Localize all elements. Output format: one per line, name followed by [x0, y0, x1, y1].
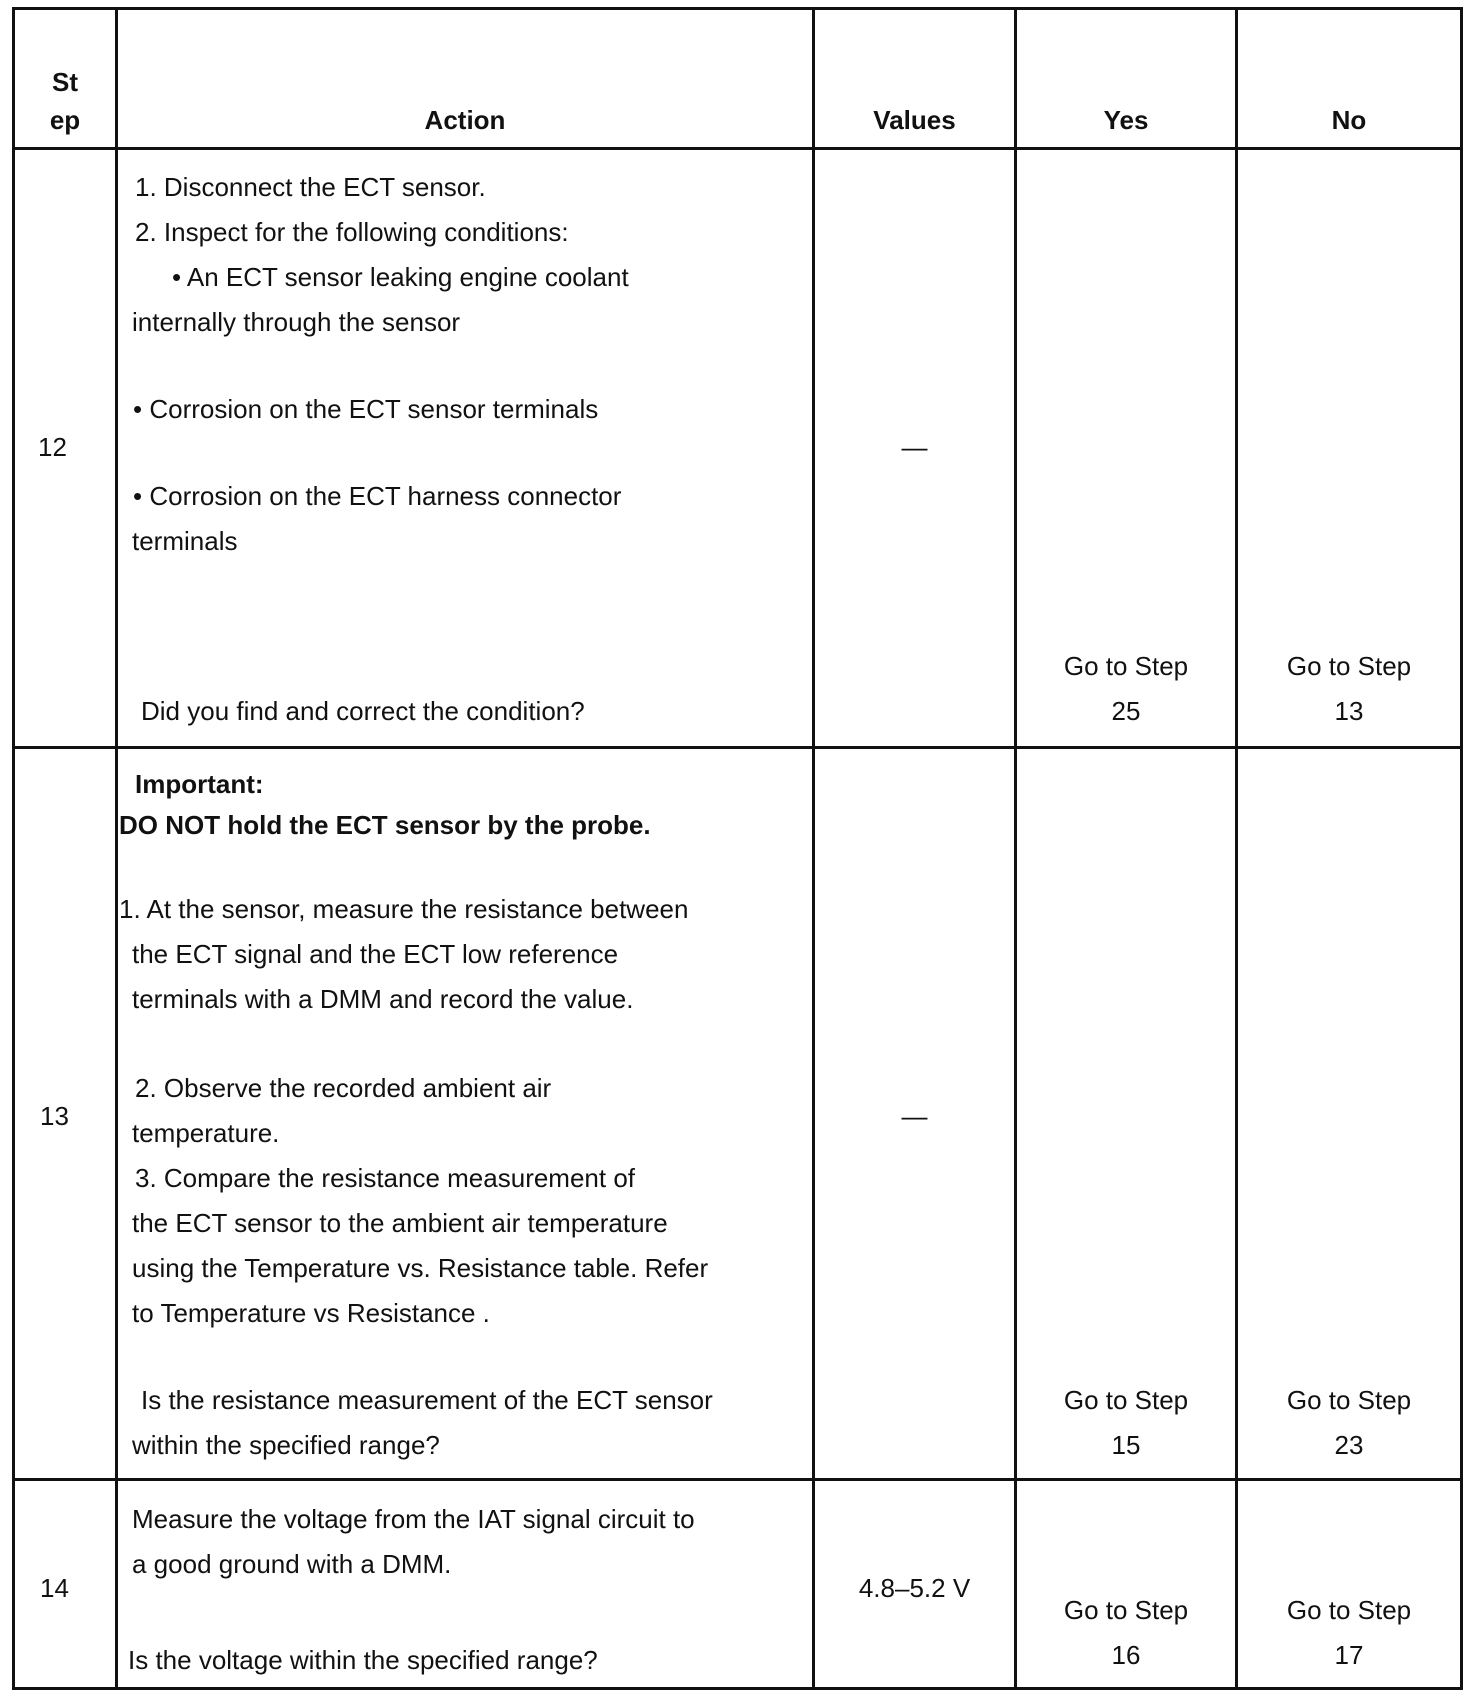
yes-goto: Go to Step	[1063, 1385, 1189, 1415]
yes-goto: Go to Step	[1063, 651, 1189, 681]
action-line: terminals with a DMM and record the value.	[132, 984, 634, 1014]
row-divider-13-14	[12, 1478, 1463, 1481]
action-line: internally through the sensor	[132, 307, 461, 337]
header-yes: Yes	[1103, 105, 1149, 135]
no-goto: Go to Step	[1286, 1595, 1412, 1625]
action-line: temperature.	[132, 1118, 280, 1148]
row-divider-12-13	[12, 746, 1463, 749]
header-values: Values	[873, 105, 956, 135]
action-line: Measure the voltage from the IAT signal circuit to	[132, 1504, 695, 1534]
action-bullet: • Corrosion on the ECT sensor terminals	[133, 394, 599, 424]
table-border-top	[12, 7, 1463, 10]
action-line: terminals	[132, 526, 238, 556]
table-border-left	[12, 7, 15, 1690]
action-question: Did you find and correct the condition?	[141, 696, 585, 726]
step-number: 14	[40, 1573, 69, 1603]
value-cell: —	[901, 1101, 928, 1131]
header-divider	[12, 147, 1463, 150]
table-border-right	[1460, 7, 1463, 1690]
action-line: the ECT sensor to the ambient air temperature	[132, 1208, 668, 1238]
action-question: within the specified range?	[132, 1430, 440, 1460]
action-line: 2. Observe the recorded ambient air	[135, 1073, 552, 1103]
yes-goto-step: 25	[1111, 696, 1141, 726]
no-goto: Go to Step	[1286, 1385, 1412, 1415]
action-line: the ECT signal and the ECT low reference	[132, 939, 619, 969]
col-divider-step	[115, 7, 118, 1690]
no-goto: Go to Step	[1286, 651, 1412, 681]
step-number: 13	[40, 1101, 69, 1131]
step-number: 12	[38, 432, 67, 462]
no-goto-step: 17	[1334, 1640, 1364, 1670]
value-cell: —	[901, 432, 928, 462]
action-line: 2. Inspect for the following conditions:	[135, 217, 569, 247]
action-line: 1. At the sensor, measure the resistance between	[119, 894, 689, 924]
yes-goto-step: 15	[1111, 1430, 1141, 1460]
action-bullet: • An ECT sensor leaking engine coolant	[172, 262, 629, 292]
action-question: Is the resistance measurement of the ECT sensor	[141, 1385, 713, 1415]
no-goto-step: 23	[1334, 1430, 1364, 1460]
yes-goto-step: 16	[1111, 1640, 1141, 1670]
col-divider-action	[812, 7, 815, 1690]
action-question: Is the voltage within the specified range?	[128, 1645, 598, 1675]
header-step-line2: ep	[49, 105, 81, 135]
value-cell: 4.8–5.2 V	[858, 1573, 971, 1603]
action-line: 1. Disconnect the ECT sensor.	[135, 172, 486, 202]
action-line: using the Temperature vs. Resistance table. Refer	[132, 1253, 709, 1283]
action-line: to Temperature vs Resistance .	[132, 1298, 490, 1328]
important-label: Important:	[135, 769, 264, 799]
header-no: No	[1331, 105, 1367, 135]
no-goto-step: 13	[1334, 696, 1364, 726]
header-step-line1: St	[52, 67, 78, 97]
action-line: 3. Compare the resistance measurement of	[135, 1163, 636, 1193]
yes-goto: Go to Step	[1063, 1595, 1189, 1625]
header-action: Action	[424, 105, 506, 135]
important-warning: DO NOT hold the ECT sensor by the probe.	[119, 810, 651, 840]
action-line: a good ground with a DMM.	[132, 1549, 452, 1579]
action-bullet: • Corrosion on the ECT harness connector	[133, 481, 622, 511]
